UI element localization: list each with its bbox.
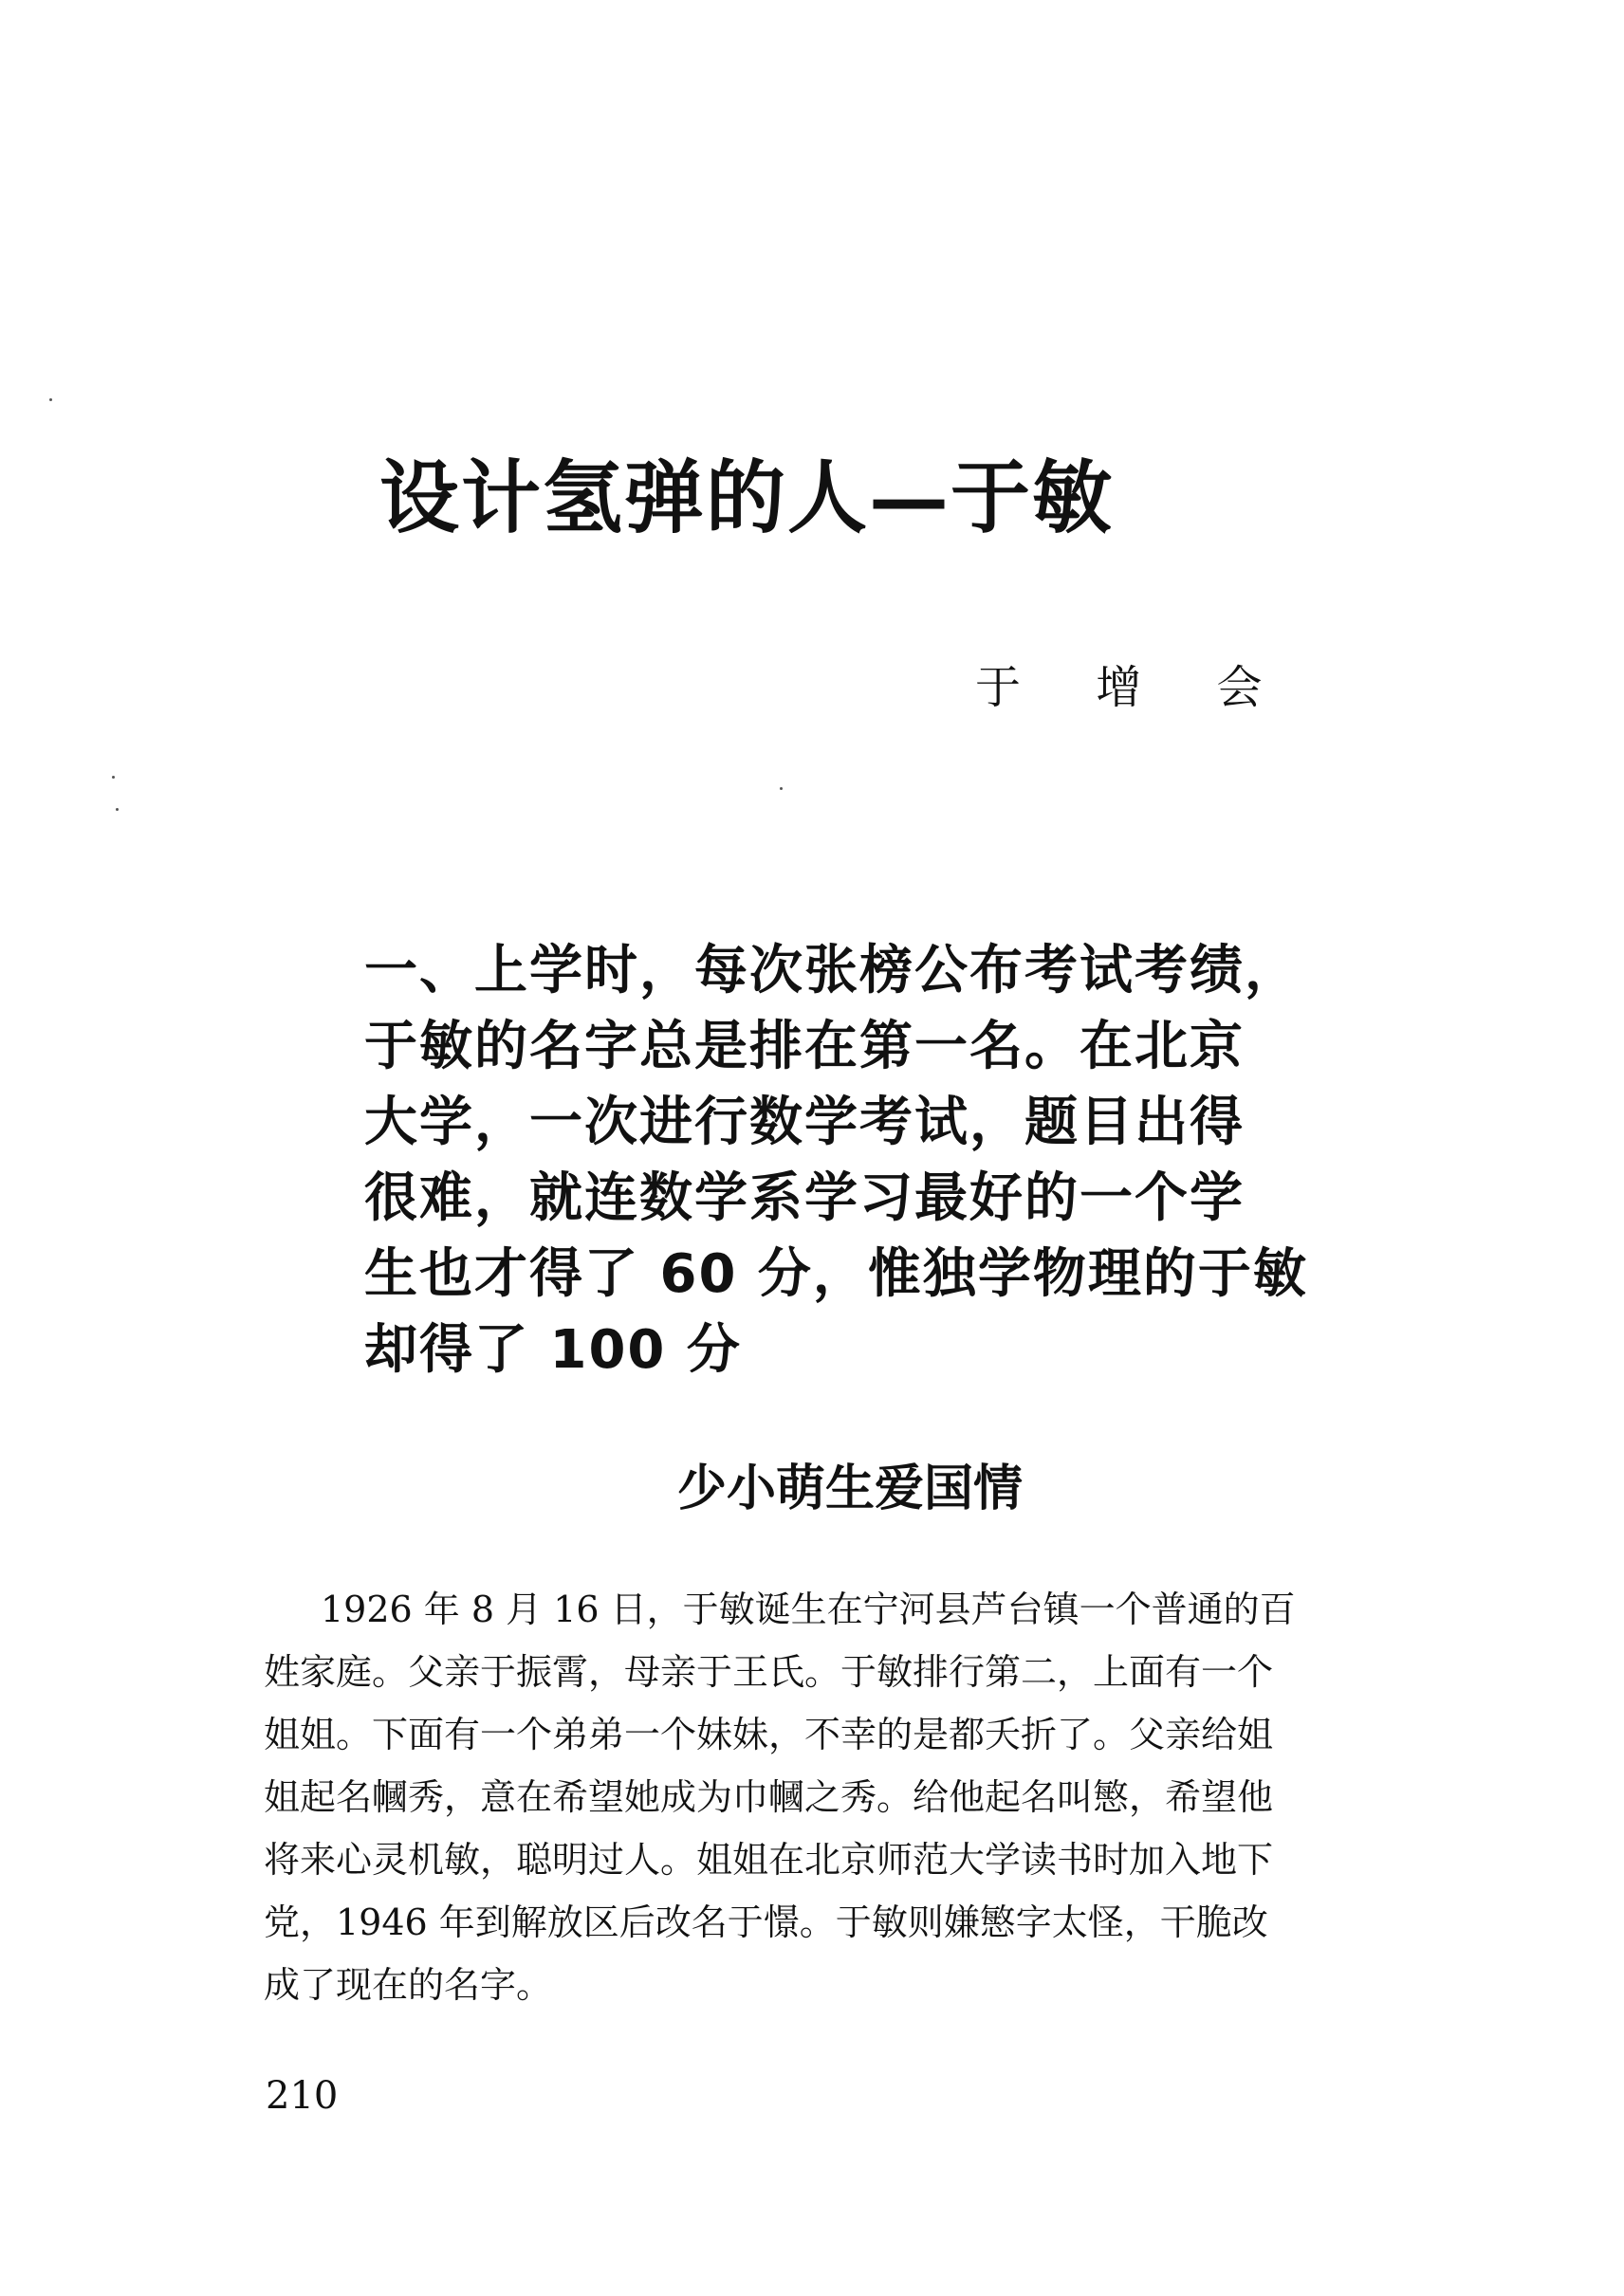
section-heading: 少小萌生爱国情 [676, 1460, 1023, 1517]
paragraph-line: 姓家庭。父亲于振霄，母亲于王氏。于敏排行第二，上面有一个 [264, 1651, 1274, 1693]
paragraph-line: 1926 年 8 月 16 日，于敏诞生在宁河县芦台镇一个普通的百 [321, 1589, 1296, 1630]
scan-speck [116, 808, 119, 811]
intro-line: 生也才得了 60 分，惟独学物理的于敏 [364, 1243, 1308, 1305]
intro-line: 一、上学时，每次张榜公布考试考绩， [364, 940, 1300, 1001]
scan-speck [112, 776, 115, 779]
paragraph-line: 姐起名幗秀，意在希望她成为巾幗之秀。给他起名叫慜，希望他 [264, 1776, 1274, 1818]
author-name: 于 增 会 [975, 661, 1293, 714]
article-title: 设计氢弹的人—于敏 [379, 450, 1115, 544]
scan-speck [49, 398, 52, 401]
intro-line: 却得了 100 分 [364, 1319, 742, 1381]
page-number: 210 [266, 2074, 339, 2118]
body-paragraph [264, 1578, 1402, 2016]
paragraph-line: 成了现在的名字。 [264, 1964, 553, 2006]
intro-line: 于敏的名字总是排在第一名。在北京 [364, 1016, 1245, 1077]
paragraph-line: 党，1946 年到解放区后改名于憬。于敏则嫌慜字太怪，干脆改 [264, 1901, 1268, 1943]
intro-line: 大学，一次进行数学考试，题目出得 [364, 1092, 1245, 1153]
scan-speck [780, 787, 783, 790]
intro-line: 很难，就连数学系学习最好的一个学 [364, 1167, 1245, 1229]
paragraph-line: 将来心灵机敏，聪明过人。姐姐在北京师范大学读书时加入地下 [264, 1839, 1274, 1881]
intro-summary [364, 933, 1308, 1388]
paragraph-line: 姐姐。下面有一个弟弟一个妹妹，不幸的是都夭折了。父亲给姐 [264, 1714, 1274, 1755]
